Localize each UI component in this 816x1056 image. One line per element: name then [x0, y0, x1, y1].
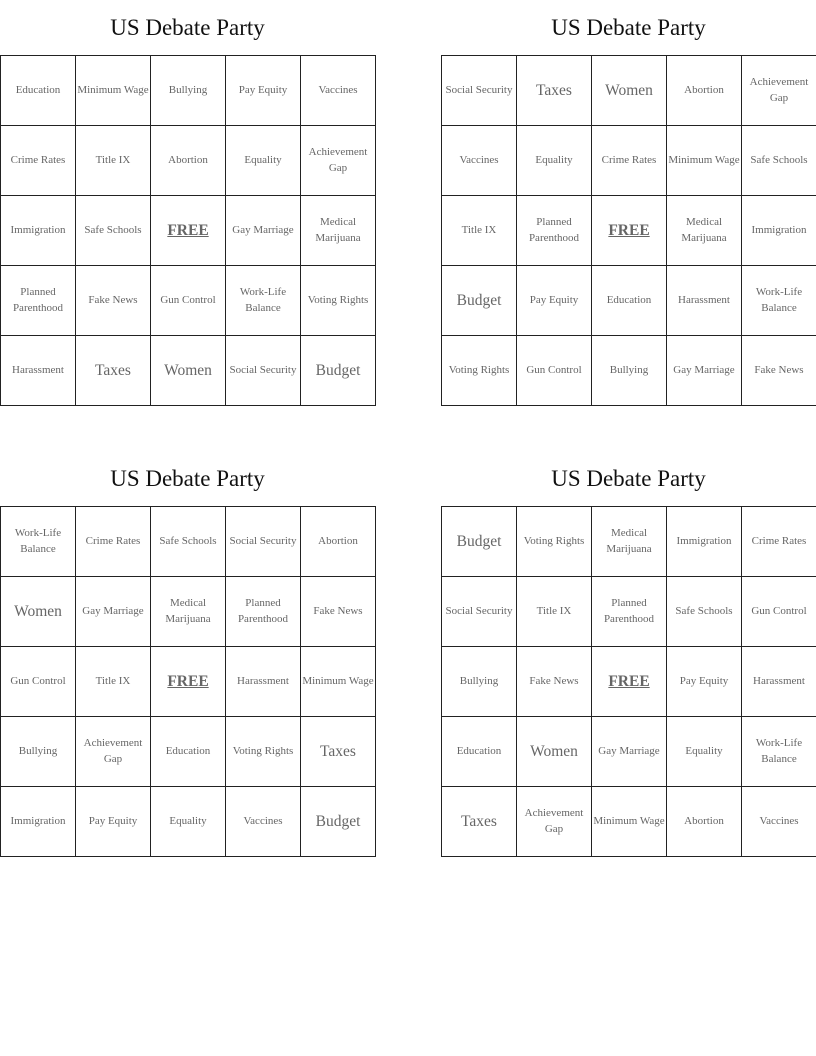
bingo-cell: Gay Marriage [592, 717, 667, 787]
bingo-cell: Equality [226, 126, 301, 196]
bingo-row [1, 647, 376, 717]
bingo-cell: Harassment [226, 647, 301, 717]
bingo-cell: Education [1, 56, 76, 126]
bingo-cell: Achievement Gap [301, 126, 376, 196]
bingo-cell: Harassment [1, 336, 76, 406]
bingo-cell: Women [517, 717, 592, 787]
bingo-grid [0, 506, 376, 857]
bingo-cell: Safe Schools [76, 196, 151, 266]
bingo-cell: Harassment [742, 647, 816, 717]
bingo-cell: Fake News [742, 336, 816, 406]
bingo-row [1, 266, 376, 336]
bingo-cell: Crime Rates [1, 126, 76, 196]
bingo-cell: Equality [667, 717, 742, 787]
free-space: FREE [592, 196, 667, 266]
bingo-card-3 [0, 451, 375, 857]
bingo-cell: Gun Control [151, 266, 226, 336]
bingo-cell: Medical Marijuana [667, 196, 742, 266]
bingo-cell: Education [592, 266, 667, 336]
bingo-cell: Bullying [151, 56, 226, 126]
bingo-cell: Medical Marijuana [151, 577, 226, 647]
bingo-row [442, 126, 816, 196]
bingo-cell: Minimum Wage [592, 787, 667, 857]
bingo-row [1, 717, 376, 787]
bingo-grid [441, 55, 816, 406]
bingo-cell: Budget [301, 336, 376, 406]
bingo-row [442, 647, 816, 717]
bingo-cell: Planned Parenthood [1, 266, 76, 336]
bingo-cell: Planned Parenthood [226, 577, 301, 647]
bingo-cell: Achievement Gap [76, 717, 151, 787]
bingo-cell: Social Security [226, 336, 301, 406]
bingo-cell: Bullying [592, 336, 667, 406]
bingo-cell: Women [1, 577, 76, 647]
bingo-row [442, 56, 816, 126]
bingo-row [1, 56, 376, 126]
bingo-row [1, 196, 376, 266]
bingo-cell: Social Security [442, 577, 517, 647]
bingo-cell: Education [442, 717, 517, 787]
bingo-row [1, 126, 376, 196]
bingo-cell: Bullying [442, 647, 517, 717]
bingo-cell: Gay Marriage [226, 196, 301, 266]
bingo-card-4 [441, 451, 816, 857]
bingo-cell: Gay Marriage [76, 577, 151, 647]
bingo-cell: Title IX [517, 577, 592, 647]
bingo-row [442, 717, 816, 787]
bingo-cell: Pay Equity [76, 787, 151, 857]
bingo-cell: Women [151, 336, 226, 406]
bingo-row [442, 196, 816, 266]
bingo-cell: Immigration [667, 507, 742, 577]
bingo-cell: Budget [442, 266, 517, 336]
bingo-cell: Safe Schools [667, 577, 742, 647]
bingo-cell: Immigration [1, 196, 76, 266]
bingo-row [442, 787, 816, 857]
bingo-cell: Safe Schools [742, 126, 816, 196]
bingo-cell: Fake News [76, 266, 151, 336]
bingo-cell: Taxes [301, 717, 376, 787]
bingo-cell: Gun Control [517, 336, 592, 406]
bingo-cell: Voting Rights [442, 336, 517, 406]
bingo-cell: Crime Rates [742, 507, 816, 577]
bingo-cell: Vaccines [301, 56, 376, 126]
card-title: US Debate Party [110, 15, 265, 40]
bingo-cell: Crime Rates [592, 126, 667, 196]
bingo-card-2 [441, 0, 816, 406]
bingo-cell: Fake News [517, 647, 592, 717]
bingo-cell: Title IX [76, 647, 151, 717]
bingo-cell: Pay Equity [667, 647, 742, 717]
free-space: FREE [151, 196, 226, 266]
bingo-cell: Social Security [442, 56, 517, 126]
bingo-cell: Title IX [76, 126, 151, 196]
bingo-cell: Vaccines [226, 787, 301, 857]
bingo-cell: Taxes [76, 336, 151, 406]
bingo-cell: Pay Equity [226, 56, 301, 126]
bingo-row [442, 266, 816, 336]
bingo-cell: Voting Rights [517, 507, 592, 577]
bingo-cell: Immigration [742, 196, 816, 266]
bingo-grid [441, 506, 816, 857]
bingo-cell: Social Security [226, 507, 301, 577]
bingo-cell: Achievement Gap [517, 787, 592, 857]
bingo-row [1, 336, 376, 406]
bingo-row [442, 507, 816, 577]
card-title: US Debate Party [551, 15, 706, 40]
bingo-cell: Work-Life Balance [226, 266, 301, 336]
bingo-cell: Planned Parenthood [592, 577, 667, 647]
free-space: FREE [151, 647, 226, 717]
bingo-cell: Crime Rates [76, 507, 151, 577]
bingo-cell: Gay Marriage [667, 336, 742, 406]
bingo-grid [0, 55, 376, 406]
bingo-cell: Education [151, 717, 226, 787]
bingo-cell: Safe Schools [151, 507, 226, 577]
bingo-cell: Harassment [667, 266, 742, 336]
bingo-row [442, 336, 816, 406]
bingo-cell: Women [592, 56, 667, 126]
free-space: FREE [592, 647, 667, 717]
bingo-cell: Budget [442, 507, 517, 577]
bingo-cell: Work-Life Balance [742, 266, 816, 336]
bingo-cell: Budget [301, 787, 376, 857]
bingo-cell: Achievement Gap [742, 56, 816, 126]
bingo-cell: Pay Equity [517, 266, 592, 336]
bingo-cell: Minimum Wage [301, 647, 376, 717]
bingo-row [1, 787, 376, 857]
bingo-cell: Taxes [442, 787, 517, 857]
bingo-cell: Abortion [301, 507, 376, 577]
bingo-card-1 [0, 0, 375, 406]
bingo-cell: Title IX [442, 196, 517, 266]
bingo-cell: Abortion [667, 56, 742, 126]
bingo-cell: Work-Life Balance [1, 507, 76, 577]
bingo-cell: Medical Marijuana [301, 196, 376, 266]
bingo-cell: Equality [151, 787, 226, 857]
bingo-row [1, 577, 376, 647]
bingo-cell: Vaccines [742, 787, 816, 857]
bingo-cell: Vaccines [442, 126, 517, 196]
bingo-cell: Bullying [1, 717, 76, 787]
bingo-cell: Work-Life Balance [742, 717, 816, 787]
bingo-cell: Abortion [151, 126, 226, 196]
card-title: US Debate Party [110, 466, 265, 491]
bingo-cell: Abortion [667, 787, 742, 857]
bingo-cell: Gun Control [742, 577, 816, 647]
bingo-cell: Gun Control [1, 647, 76, 717]
bingo-cell: Taxes [517, 56, 592, 126]
bingo-row [442, 577, 816, 647]
bingo-cell: Planned Parenthood [517, 196, 592, 266]
bingo-row [1, 507, 376, 577]
bingo-cell: Minimum Wage [76, 56, 151, 126]
bingo-cell: Voting Rights [301, 266, 376, 336]
bingo-cell: Medical Marijuana [592, 507, 667, 577]
bingo-cell: Voting Rights [226, 717, 301, 787]
bingo-cell: Fake News [301, 577, 376, 647]
bingo-cell: Immigration [1, 787, 76, 857]
card-title: US Debate Party [551, 466, 706, 491]
bingo-cell: Equality [517, 126, 592, 196]
bingo-cell: Minimum Wage [667, 126, 742, 196]
